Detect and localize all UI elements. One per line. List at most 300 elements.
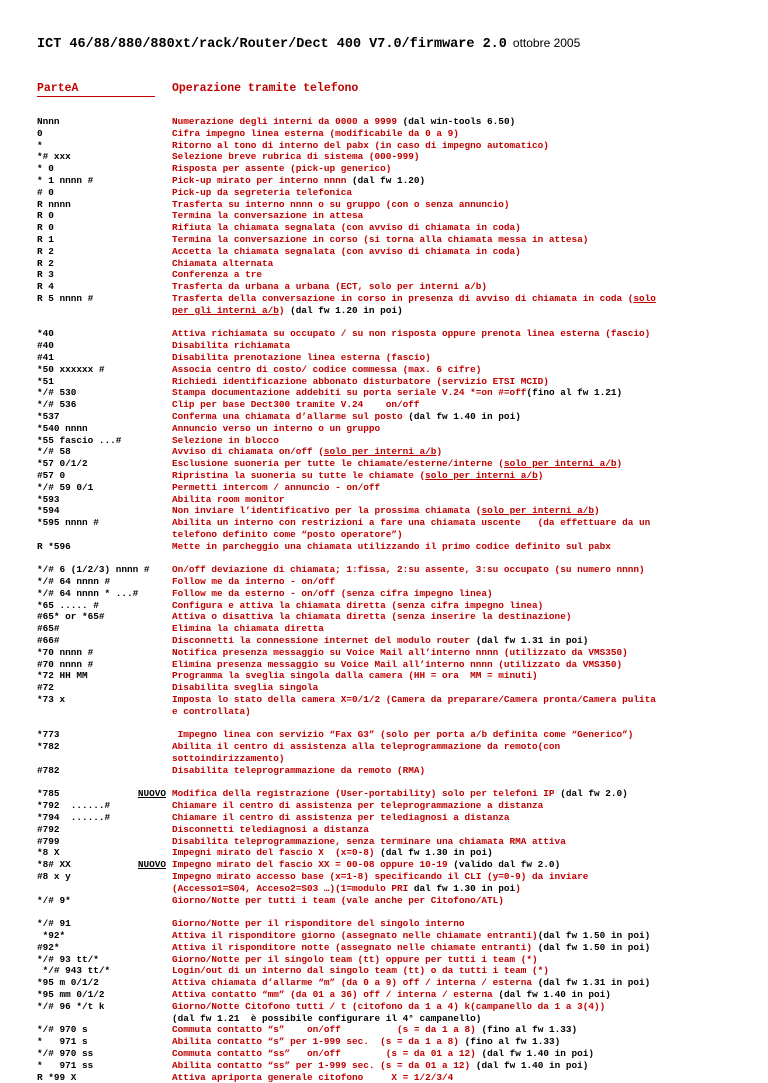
description-text: Disconnetti telediagnosi a distanza [172, 823, 369, 835]
command-code: */# 970 ss [37, 1047, 94, 1059]
command-description [172, 788, 737, 800]
command-code: */# 59 0/1 [37, 481, 94, 493]
command-code: */# 9* [37, 894, 71, 906]
command-row [37, 600, 737, 612]
command-description [172, 222, 737, 234]
command-row [37, 741, 737, 753]
command-row [37, 281, 737, 293]
command-description [172, 812, 737, 824]
description-text: Giorno/Notte Citofono tutti / t (citofono da 1 a 4) k(campanello da 1 a 3(4)) [172, 1000, 606, 1012]
row-spacer [37, 777, 737, 789]
description-text: ) [278, 304, 291, 316]
description-text: Trasferta della conversazione in corso in presenza di avviso di chiamata in coda ( [172, 292, 634, 304]
command-row [37, 222, 737, 234]
command-description [172, 895, 737, 907]
description-text: Permetti intercom / annuncio - on/off [172, 481, 381, 493]
command-description [172, 411, 737, 423]
command-description [172, 836, 737, 848]
description-text: Attiva contatto “mm” (da 01 a 36) off / interna / esterna [172, 988, 499, 1000]
document-title-main: ICT 46/88/880/880xt/rack/Router/Dect 400 V7.0/firmware 2.0 [37, 37, 507, 52]
description-text: Chiamare il centro di assistenza per teleprogrammazione a distanza [172, 800, 544, 812]
command-description [172, 600, 737, 612]
row-spacer [37, 317, 737, 329]
command-code: #57 0 [37, 469, 66, 481]
command-row [37, 1024, 737, 1036]
command-code: *8 X [37, 847, 60, 859]
command-row [37, 258, 737, 270]
description-text: Trasferta su interno nnnn o su gruppo (con o senza annuncio) [172, 198, 510, 210]
command-row [37, 706, 737, 718]
command-row [37, 883, 737, 895]
command-description [172, 859, 737, 871]
command-code [37, 753, 172, 765]
description-text: Disabilita teleprogrammazione da remoto (RMA) [172, 764, 426, 776]
command-row [37, 340, 737, 352]
command-description [172, 140, 737, 152]
command-row [37, 293, 737, 305]
command-row [37, 541, 737, 553]
description-text: Giorno/Notte per il singolo team (tt) oppure per tutti i team (*) [172, 953, 538, 965]
command-row [37, 529, 737, 541]
command-code: */# 96 */t k [37, 1000, 105, 1012]
command-row [37, 800, 737, 812]
command-row [37, 470, 737, 482]
command-description [172, 399, 737, 411]
command-row [37, 930, 737, 942]
command-description [172, 128, 737, 140]
command-code: *95 mm 0/1/2 [37, 988, 105, 1000]
command-code: * 971 ss [37, 1059, 94, 1071]
command-description [172, 611, 737, 623]
description-text: Disabilita richiamata [172, 340, 291, 352]
command-description [172, 234, 737, 246]
command-code: */# 6 (1/2/3) nnnn # [37, 564, 150, 576]
command-row [37, 588, 737, 600]
command-code: *785 NUOVO [37, 788, 166, 800]
description-text: telefono definito come “posto operatore”) [172, 528, 403, 540]
command-code: R 2 [37, 257, 54, 269]
command-description [172, 647, 737, 659]
description-text: Annuncio verso un interno o un gruppo [172, 422, 381, 434]
command-code: * 1 nnnn # [37, 174, 94, 186]
description-text: Imposta lo stato della camera X=0/1/2 (Camera da preparare/Camera pronta/Camera pulita [172, 694, 656, 706]
command-code: #65* or *65# [37, 611, 105, 623]
description-text: sottoindirizzamento) [172, 753, 285, 765]
command-code [37, 529, 172, 541]
firmware-note: (dal fw 1.31 in poi) [537, 977, 651, 989]
description-text: Avviso di chiamata on/off ( [172, 446, 324, 458]
command-code: R nnnn [37, 198, 71, 210]
description-text: Elimina presenza messaggio su Voice Mail all’interno nnnn (utilizzato da VMS350) [172, 658, 623, 670]
command-row [37, 753, 737, 765]
command-row [37, 1013, 737, 1025]
command-description [172, 470, 737, 482]
command-code: *70 nnnn # [37, 646, 94, 658]
description-text: Associa centro di costo/ codice commessa (max. 6 cifre) [172, 363, 482, 375]
description-text: Follow me da interno - on/off [172, 576, 336, 588]
firmware-note: (dal fw 1.40 in poi) [408, 410, 521, 422]
description-text: Giorno/Notte per il risponditore del singolo interno [172, 918, 465, 930]
command-row [37, 871, 737, 883]
command-row [37, 446, 737, 458]
command-row [37, 269, 737, 281]
command-code [37, 883, 172, 895]
command-description [172, 281, 737, 293]
firmware-note: (dal fw 1.20) [352, 174, 426, 186]
firmware-note: dal fw 1.30 in poi [413, 882, 516, 894]
command-row [37, 199, 737, 211]
command-description [172, 965, 737, 977]
command-description [172, 623, 737, 635]
firmware-note: (dal fw 1.21 è possibile configurare il 4° campanello) [172, 1012, 482, 1024]
firmware-note: (dal fw 1.20 in poi) [290, 304, 403, 316]
command-code: #8 x y [37, 871, 71, 882]
command-description [172, 305, 737, 317]
firmware-note: (dal fw 1.40 in poi) [498, 988, 611, 1000]
command-row [37, 1001, 737, 1013]
command-row [37, 187, 737, 199]
command-row [37, 210, 737, 222]
command-code: *8# XX NUOVO [37, 859, 166, 871]
description-text: Rifiuta la chiamata segnalata (con avviso di chiamata in coda) [172, 222, 521, 234]
document-title [37, 36, 580, 52]
command-row [37, 517, 737, 529]
description-text: solo per interni a/b [503, 458, 617, 470]
command-description [172, 1036, 737, 1048]
command-row [37, 895, 737, 907]
row-spacer [37, 552, 737, 564]
description-text: Abilita il centro di assistenza alla teleprogrammazione da remoto(con [172, 741, 561, 753]
command-code: #70 nnnn # [37, 658, 94, 670]
command-description [172, 670, 737, 682]
description-text: Commuta contatto “ss” on/off (s = da 01 a 12) [172, 1047, 482, 1059]
description-text: Richiedi identificazione abbonato disturbatore (servizio ETSI MCID) [172, 375, 549, 387]
description-text: Attiva apriporta generale citofono X = 1/2/3/4 [172, 1071, 454, 1083]
command-code: * [37, 139, 43, 151]
description-text: Esclusione suoneria per tutte le chiamate/esterne/interne ( [172, 458, 504, 470]
command-description [172, 116, 737, 128]
command-code: * 0 [37, 163, 54, 175]
section-heading-right: Operazione tramite telefono [172, 82, 359, 95]
command-row [37, 765, 737, 777]
description-text: Impegno mirato accesso base (x=1-8) specificando il CLI (y=0-9) da inviare [172, 871, 589, 882]
description-text: (Accesso1=S04, Acceso2=S03 …)(1=modulo PRI [172, 882, 414, 894]
description-text: Cifra impegno linea esterna (modificabile da 0 a 9) [172, 127, 459, 139]
command-description [172, 446, 737, 458]
command-description [172, 729, 737, 741]
command-row [37, 647, 737, 659]
description-text: Impegno linea con servizio “Fax G3” (solo per porta a/b definita come “Generico”) [172, 729, 634, 741]
command-code: #65# [37, 623, 60, 635]
command-row [37, 482, 737, 494]
description-text: Clip per base Dect300 tramite V.24 on/off [172, 399, 420, 411]
command-row [37, 305, 737, 317]
command-code: *540 nnnn [37, 422, 88, 434]
command-description [172, 930, 737, 942]
command-row [37, 942, 737, 954]
command-description [172, 1024, 737, 1036]
command-code: */# 91 [37, 918, 71, 930]
command-code: *792 ......# [37, 800, 111, 812]
command-code: Nnnn [37, 116, 60, 127]
command-code: *55 fascio ...# [37, 434, 122, 446]
description-text: Attiva o disattiva la chiamata diretta (senza inserire la destinazione) [172, 611, 572, 623]
command-description [172, 765, 737, 777]
description-text: Termina la conversazione in attesa [172, 210, 364, 222]
command-code: *595 nnnn # [37, 517, 99, 529]
description-text: Attiva richiamata su occupato / su non risposta oppure prenota linea esterna (fascio) [172, 328, 651, 340]
command-row [37, 234, 737, 246]
command-row [37, 611, 737, 623]
command-description [172, 517, 737, 529]
description-text: Follow me da esterno - on/off (senza cifra impegno linea) [172, 587, 493, 599]
command-description [172, 293, 737, 305]
command-description [172, 258, 737, 270]
command-description [172, 977, 737, 989]
command-code: *40 [37, 328, 54, 340]
description-text: ) [616, 458, 623, 470]
command-description [172, 918, 737, 930]
description-text: Notifica presenza messaggio su Voice Mail all’interno nnnn (utilizzato da VMS350) [172, 646, 628, 658]
command-row [37, 682, 737, 694]
description-text: Pick-up mirato per interno nnnn [172, 174, 353, 186]
command-code: */# 58 [37, 446, 71, 458]
firmware-note: (fino al fw 1.33) [464, 1036, 561, 1048]
new-badge: NUOVO [137, 788, 166, 800]
description-text: per gli interni a/b [172, 304, 279, 316]
firmware-note: (dal fw 1.31 in poi) [475, 635, 589, 647]
description-text: Abilita contatto “ss” per 1-999 sec. (s = da 01 a 12) [172, 1059, 476, 1071]
description-text: Non inviare l’identificativo per la prossima chiamata ( [172, 505, 482, 517]
command-code [37, 305, 172, 317]
command-code: *794 ......# [37, 812, 111, 824]
command-code: *537 [37, 410, 60, 422]
command-description [172, 883, 737, 895]
command-description [172, 482, 737, 494]
command-description [172, 376, 737, 388]
command-row [37, 128, 737, 140]
command-row [37, 435, 737, 447]
firmware-note: (dal fw 1.40 in poi) [481, 1047, 594, 1059]
description-text: Risposta per assente (pick-up generico) [172, 163, 392, 175]
description-text: Disabilita sveglia singola [172, 682, 319, 694]
description-text: Disabilita teleprogrammazione, senza terminare una chiamata RMA attiva [172, 835, 566, 847]
command-row [37, 812, 737, 824]
description-text: Accetta la chiamata segnalata (con avviso di chiamata in coda) [172, 245, 521, 257]
command-row [37, 788, 737, 800]
command-code: */# 530 [37, 387, 77, 399]
firmware-note: (dal fw 1.40 in poi) [475, 1059, 589, 1071]
command-row [37, 411, 737, 423]
command-description [172, 458, 737, 470]
command-code: */# 943 tt/* [37, 965, 111, 977]
description-text: Attiva il risponditore notte (assegnato nelle chiamate entranti) [172, 941, 538, 953]
description-text: Impegni mirato del fascio X (x=0-8) [172, 847, 381, 859]
command-row [37, 458, 737, 470]
command-code: *782 [37, 741, 60, 753]
command-code: R 2 [37, 245, 54, 257]
description-text: On/off deviazione di chiamata; 1:fissa, 2:su assente, 3:su occupato (su numero nnnn) [172, 564, 645, 576]
command-description [172, 328, 737, 340]
command-row [37, 352, 737, 364]
firmware-note: (valido dal fw 2.0) [453, 859, 561, 871]
command-row [37, 965, 737, 977]
command-description [172, 1072, 737, 1083]
description-text: Disabilita prenotazione linea esterna (fascio) [172, 351, 431, 363]
firmware-note: (fino al fw 1.21) [526, 387, 623, 399]
command-code: *73 x [37, 694, 66, 706]
command-row [37, 328, 737, 340]
command-code: #799 [37, 835, 60, 847]
command-row [37, 364, 737, 376]
description-text: e controllata) [172, 705, 251, 717]
command-row [37, 989, 737, 1001]
command-description [172, 494, 737, 506]
command-description [172, 753, 737, 765]
command-code [37, 1013, 172, 1025]
firmware-note: (dal fw 2.0) [560, 788, 628, 800]
command-code: #792 [37, 823, 60, 835]
command-row [37, 116, 737, 128]
command-description [172, 635, 737, 647]
command-description [172, 564, 737, 576]
description-text: Attiva il risponditore giorno (assegnato nelle chiamate entranti) [172, 929, 538, 941]
command-description [172, 1013, 737, 1025]
command-code: 0 [37, 127, 43, 139]
command-code: #41 [37, 351, 54, 363]
command-description [172, 529, 737, 541]
command-row [37, 694, 737, 706]
command-code: *773 [37, 729, 60, 741]
command-row [37, 1036, 737, 1048]
command-row [37, 246, 737, 258]
command-description [172, 151, 737, 163]
command-row [37, 824, 737, 836]
command-description [172, 847, 737, 859]
command-row [37, 859, 737, 871]
command-row [37, 635, 737, 647]
command-code: #40 [37, 340, 54, 352]
command-description [172, 246, 737, 258]
command-code: # 0 [37, 186, 54, 198]
command-description [172, 1048, 737, 1060]
description-text: Attiva chiamata d’allarme “m” (da 0 a 9) off / interna / esterna [172, 977, 538, 989]
description-text: Abilita contatto “s” per 1-999 sec. (s = da 1 a 8) [172, 1036, 465, 1048]
description-text: Commuta contatto “s” on/off (s = da 1 a 8) [172, 1024, 482, 1036]
command-description [172, 387, 737, 399]
command-row [37, 623, 737, 635]
new-badge: NUOVO [137, 859, 166, 871]
description-text: Conferenza a tre [172, 269, 263, 281]
command-row [37, 1072, 737, 1083]
command-code: #92* [37, 941, 60, 953]
command-description [172, 364, 737, 376]
command-description [172, 175, 737, 187]
command-description [172, 269, 737, 281]
command-code: */# 970 s [37, 1024, 88, 1036]
command-code: *50 xxxxxx # [37, 363, 105, 375]
command-code: */# 64 nnnn * ...# [37, 587, 139, 599]
description-text: Ripristina la suoneria su tutte le chiamate ( [172, 469, 426, 481]
command-code: R 3 [37, 269, 54, 281]
command-code: *92* [37, 929, 66, 941]
command-description [172, 576, 737, 588]
command-row [37, 175, 737, 187]
description-text: solo per interni a/b [323, 446, 437, 458]
command-description [172, 989, 737, 1001]
command-description [172, 541, 737, 553]
command-code: */# 64 nnnn # [37, 576, 111, 588]
command-row [37, 163, 737, 175]
firmware-note: (dal fw 1.30 in poi) [380, 847, 493, 859]
command-description [172, 588, 737, 600]
command-code: R *99 X [37, 1071, 77, 1083]
command-description [172, 800, 737, 812]
description-text: Impegno mirato del fascio XX = 00-08 oppure 10-19 [172, 859, 454, 871]
document-date: ottobre 2005 [512, 36, 581, 50]
command-code: *593 [37, 493, 60, 505]
description-text: Conferma una chiamata d’allarme sul posto [172, 410, 409, 422]
command-description [172, 871, 737, 883]
command-description [172, 954, 737, 966]
command-description [172, 435, 737, 447]
command-row [37, 576, 737, 588]
command-description [172, 187, 737, 199]
description-text: Selezione in blocco [172, 434, 279, 446]
description-text: Giorno/Notte per tutti i team (vale anche per Citofono/ATL) [172, 894, 504, 906]
command-code [37, 706, 172, 718]
description-text: Disconnetti la connessione internet del modulo router [172, 635, 476, 647]
command-description [172, 352, 737, 364]
command-code: *65 ..... # [37, 599, 99, 611]
description-text: Modifica della registrazione (User-portability) solo per telefoni IP [172, 788, 561, 800]
command-code: *72 HH MM [37, 670, 88, 682]
firmware-note: (dal win-tools 6.50) [402, 116, 516, 127]
description-text: Stampa documentazione addebiti su porta seriale V.24 *=on #=off [172, 387, 527, 399]
command-code: R 5 nnnn # [37, 292, 94, 304]
description-text: ) [537, 469, 544, 481]
description-text: Selezione breve rubrica di sistema (000-999) [172, 151, 420, 163]
command-description [172, 659, 737, 671]
description-text: Termina la conversazione in corso (si torna alla chiamata messa in attesa) [172, 233, 589, 245]
description-text: Elimina la chiamata diretta [172, 623, 324, 635]
command-row [37, 659, 737, 671]
firmware-note: (dal fw 1.50 in poi) [537, 929, 651, 941]
command-row [37, 399, 737, 411]
command-code: #66# [37, 635, 60, 647]
command-row [37, 505, 737, 517]
command-row [37, 670, 737, 682]
description-text: Abilita un interno con restrizioni a fare una chiamata uscente (da effettuare da un [172, 517, 651, 529]
command-row [37, 918, 737, 930]
command-row [37, 729, 737, 741]
command-row [37, 847, 737, 859]
command-description [172, 741, 737, 753]
description-text: Ritorno al tono di interno del pabx (in caso di impegno automatico) [172, 139, 549, 151]
command-code: *51 [37, 375, 54, 387]
description-text: solo per interni a/b [481, 505, 594, 517]
description-text: Login/out di un interno dal singolo team (tt) o da tutti i team (*) [172, 965, 549, 977]
command-description [172, 163, 737, 175]
description-text: Numerazione degli interni da 0000 a 9999 [172, 116, 403, 127]
command-row [37, 151, 737, 163]
command-row [37, 423, 737, 435]
command-code: #782 [37, 764, 60, 776]
description-text: Chiamata alternata [172, 257, 274, 269]
command-description [172, 694, 737, 706]
command-code: *594 [37, 505, 60, 517]
command-description [172, 505, 737, 517]
